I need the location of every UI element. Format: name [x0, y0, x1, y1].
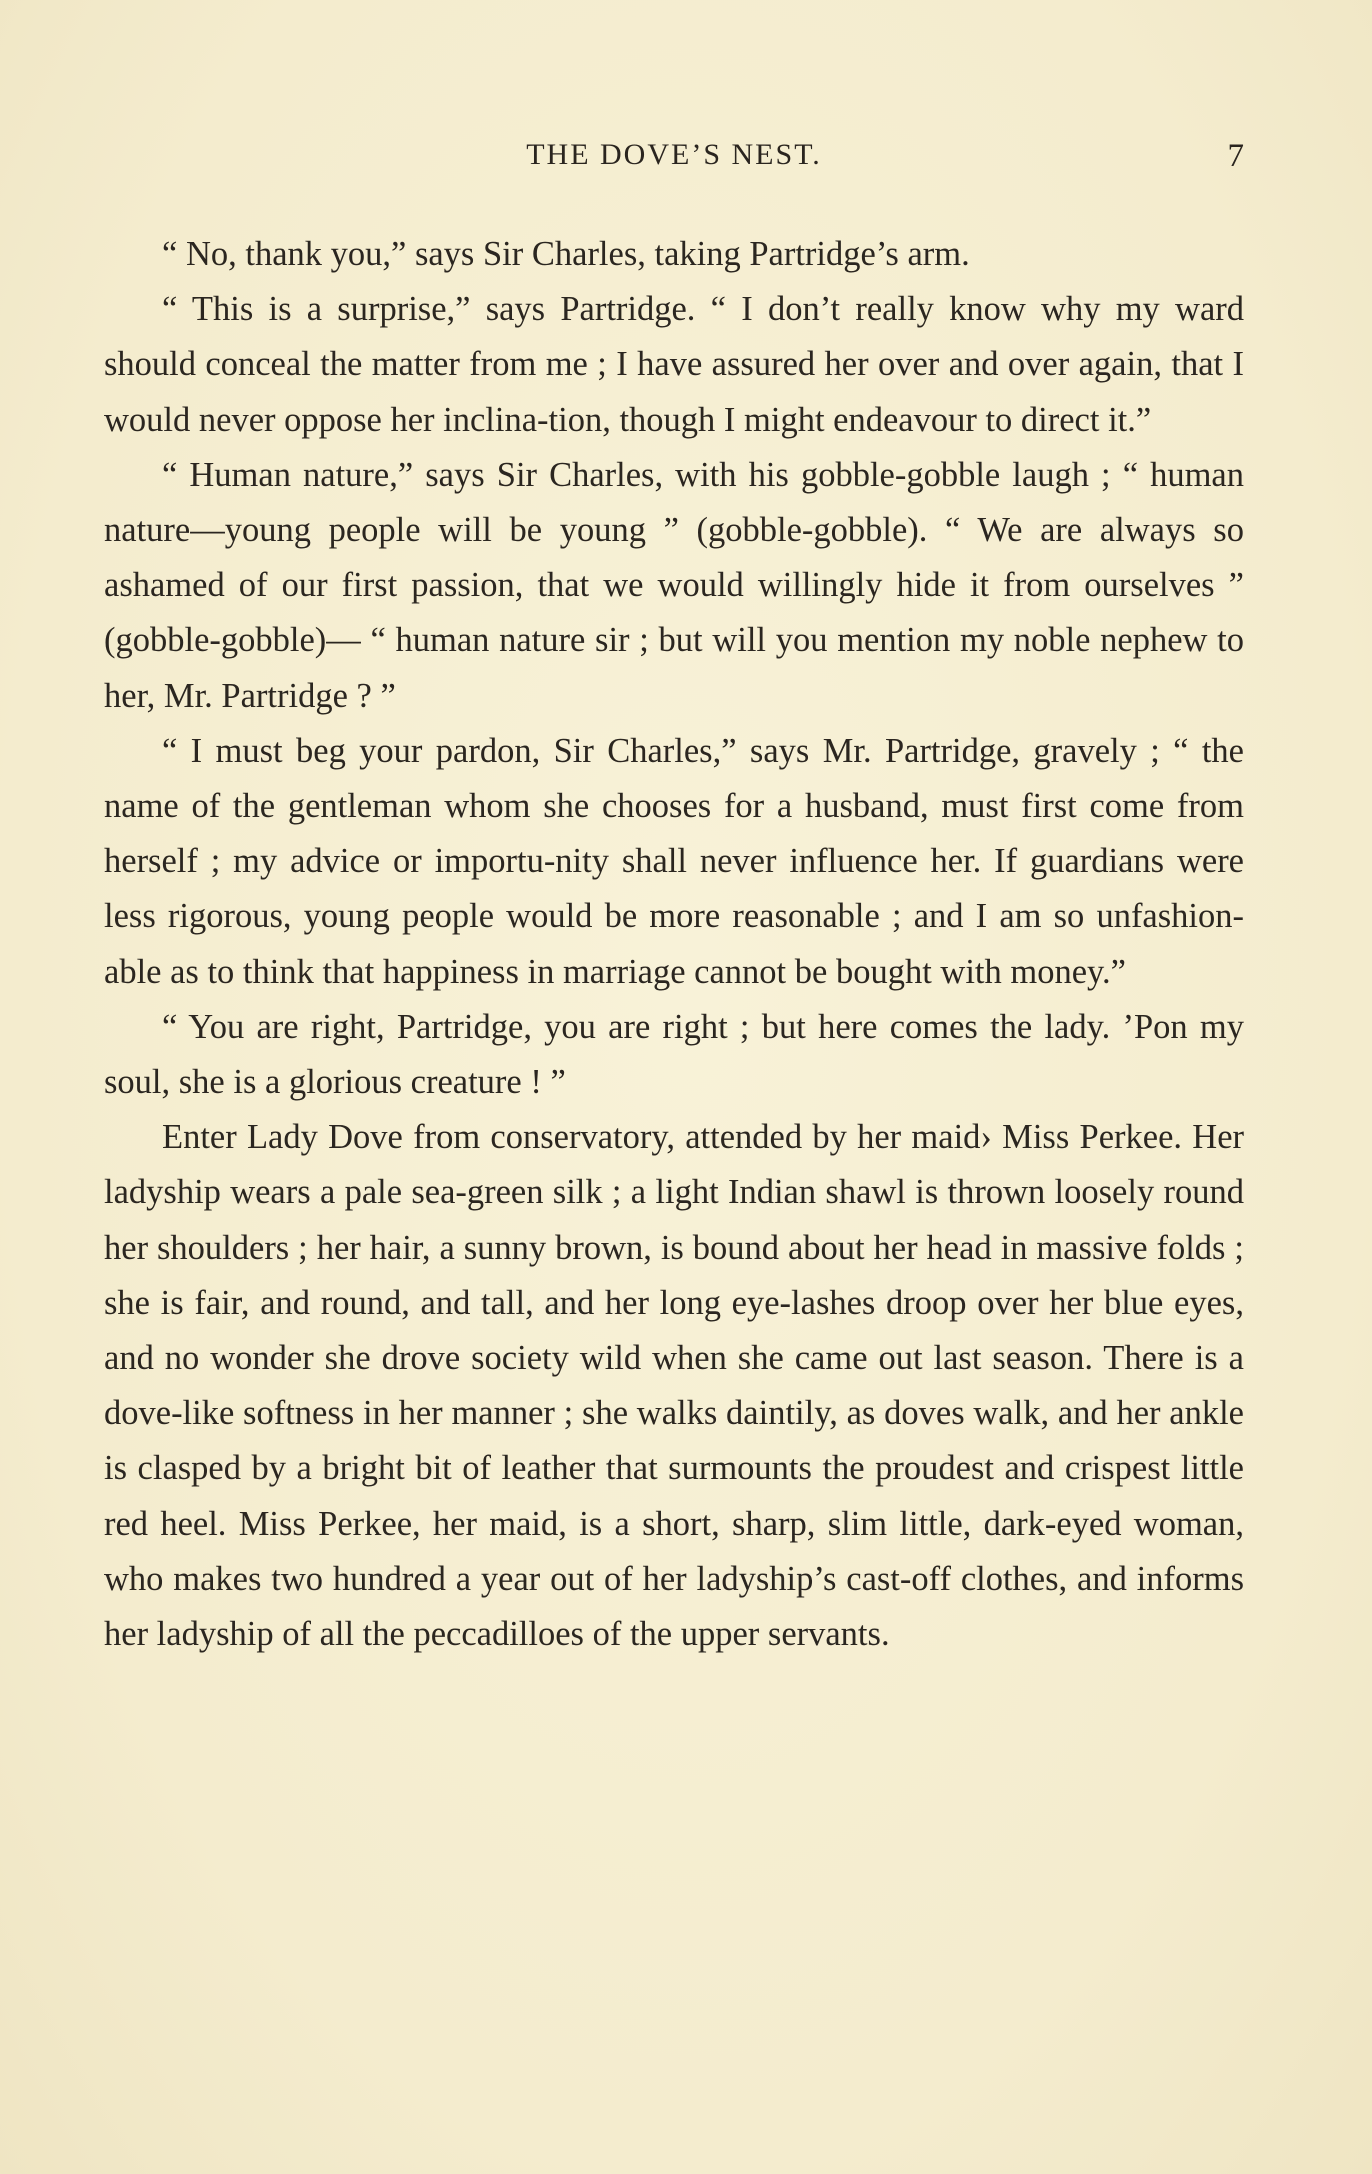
page-header	[104, 138, 1244, 178]
paragraph-no-thank-you: “ No, thank you,” says Sir Charles, taking Partridge’s arm.	[162, 235, 970, 273]
paragraph-human-nature: “ Human nature,” says Sir Charles, with his gobble-gobble laugh ; “ human nature—young people will be young ” (gobble-gobble). “ We are always so ashamed of our first passion, that we would willingly hide it from ourselves ” (gobble-gobble)— “ human nature sir ; but will you mention my noble nephew to her, Mr. Partridge ? ”	[104, 455, 1244, 715]
paragraph-you-are-right: “ You are right, Partridge, you are right ; but here comes the lady. ’Pon my soul, she is a glorious creature ! ”	[104, 1007, 1244, 1102]
body-text	[104, 227, 1244, 1662]
page-number: 7	[1227, 138, 1244, 174]
running-title: THE DOVE’S NEST.	[526, 138, 822, 171]
paragraph-beg-pardon: “ I must beg your pardon, Sir Charles,” says Mr. Partridge, gravely ; “ the name of the gentleman whom she chooses for a husband, must first come from herself ; my advice or importu-nity shall never influence her. If guardians were less rigorous, young people would be more reasonable ; and I am so unfashion-able as to think that happiness in marriage cannot be bought with money.”	[104, 731, 1244, 991]
paragraph-enter-lady-dove: Enter Lady Dove from conservatory, attended by her maid› Miss Perkee. Her ladyship wears a pale sea-green silk ; a light Indian shawl is thrown loosely round her shoulders ; her hair, a sunny brown, is bound about her head in massive folds ; she is fair, and round, and tall, and her long eye-lashes droop over her blue eyes, and no wonder she drove society wild when she came out last season. There is a dove-like softness in her manner ; she walks daintily, as doves walk, and her ankle is clasped by a bright bit of leather that surmounts the proudest and crispest little red heel. Miss Perkee, her maid, is a short, sharp, slim little, dark-eyed woman, who makes two hundred a year out of her ladyship’s cast-off clothes, and informs her ladyship of all the peccadilloes of the upper servants.	[104, 1118, 1244, 1654]
paragraph-surprise: “ This is a surprise,” says Partridge. “ I don’t really know why my ward should conceal the matter from me ; I have assured her over and over again, that I would never oppose her inclina-tion, though I might endeavour to direct it.”	[104, 290, 1244, 439]
